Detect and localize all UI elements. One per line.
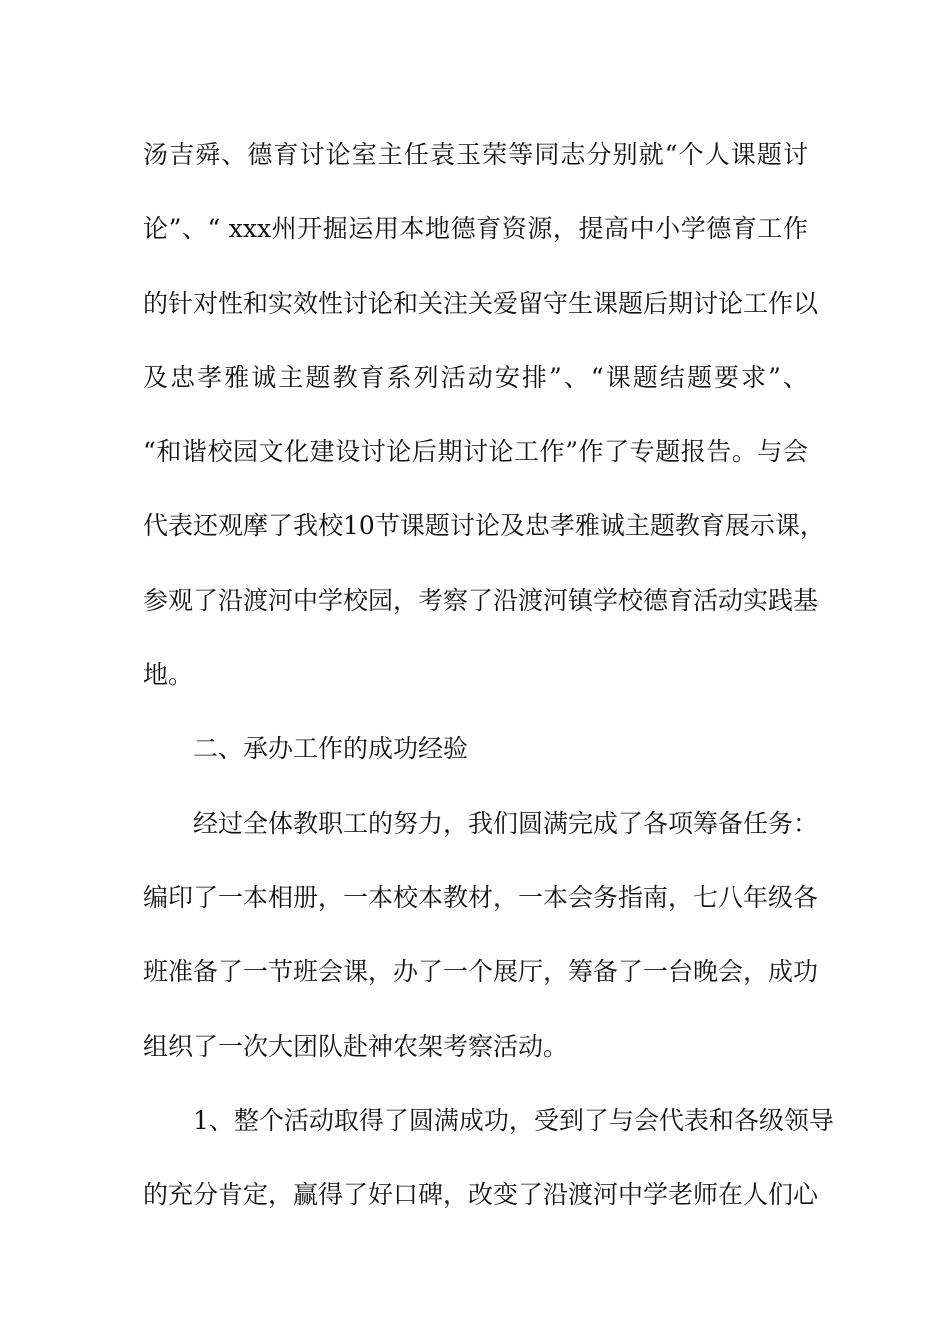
paragraph-end-line: 组织了一次大团队赴神农架考察活动。 bbox=[143, 1031, 569, 1061]
paragraph-first-line: 经过全体教职工的努力，我们圆满完成了各项筹备任务： bbox=[193, 808, 819, 838]
text-line: 班准备了一节班会课，办了一个展厅，筹备了一台晚会，成功 bbox=[143, 957, 819, 987]
text-line: 代表还观摩了我校10节课题讨论及忠孝雅诚主题教育展示课， bbox=[143, 511, 825, 541]
document-body bbox=[143, 128, 834, 1242]
text-line: 的针对性和实效性讨论和关注关爱留守生课题后期讨论工作以 bbox=[143, 288, 819, 318]
text-line: 汤吉舜、德育讨论室主任袁玉荣等同志分别就“个人课题讨 bbox=[143, 140, 808, 169]
text-line: 及忠孝雅诚主题教育系列活动安排”、“课题结题要求”、 bbox=[143, 362, 808, 392]
text-line: 的充分肯定，赢得了好口碑，改变了沿渡河中学老师在人们心 bbox=[143, 1180, 819, 1210]
text-line: “和谐校园文化建设讨论后期讨论工作”作了专题报告。与会 bbox=[143, 437, 808, 467]
text-line: 编印了一本相册，一本校本教材，一本会务指南，七八年级各 bbox=[143, 882, 819, 912]
paragraph-first-line: 1、整个活动取得了圆满成功，受到了与会代表和各级领导 bbox=[193, 1105, 834, 1135]
text-line: 参观了沿渡河中学校园，考察了沿渡河镇学校德育活动实践基 bbox=[143, 585, 819, 615]
text-line: 论”、“ xxx州开掘运用本地德育资源，提高中小学德育工作 bbox=[143, 214, 808, 244]
paragraph-end-line: 地。 bbox=[143, 660, 194, 690]
section-heading: 二、承办工作的成功经验 bbox=[193, 734, 469, 764]
